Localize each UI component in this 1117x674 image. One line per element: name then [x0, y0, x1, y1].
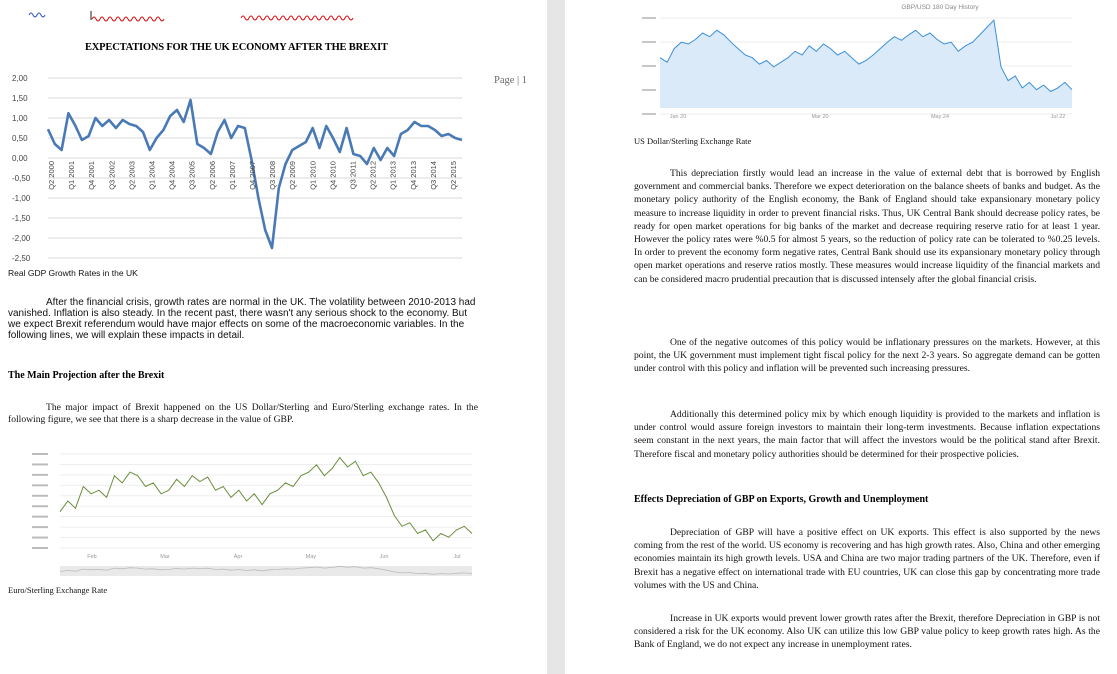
eur-x-tick-label: Mar [160, 554, 170, 560]
document-page-left [0, 0, 547, 674]
eur-y-tick-mark [32, 547, 48, 549]
gdp-y-tick-label: -1,00 [12, 194, 31, 203]
eur-series-line [60, 458, 472, 541]
eur-y-tick-mark [32, 495, 48, 497]
gdp-x-tick-label: Q2 2012 [368, 161, 378, 190]
gdp-y-tick-label: -0,50 [12, 174, 31, 183]
gdp-y-tick-label: -2,50 [12, 254, 31, 263]
eur-y-tick-mark [32, 537, 48, 539]
usd-x-tick-label: Jan 20 [669, 114, 687, 120]
gdp-growth-chart [0, 68, 480, 268]
gdp-x-tick-label: Q3 2011 [348, 161, 358, 190]
eur-x-tick-label: Jun [379, 554, 389, 560]
gdp-x-tick-label: Q4 2001 [87, 161, 97, 190]
section-heading-effects: Effects Depreciation of GBP on Exports, Growth and Unemployment [634, 494, 929, 505]
gdp-y-tick-label: 0,50 [12, 134, 28, 143]
eur-y-tick-mark [32, 505, 48, 507]
gdp-x-tick-label: Q4 2010 [328, 161, 338, 190]
gdp-x-tick-label: Q3 2008 [268, 161, 278, 190]
usd-y-tick-mark [642, 89, 656, 91]
exports-paragraph: Depreciation of GBP will have a positive effect on UK exports. This effect is also supported by the news coming from the rest of the world. US economy is recovering and has high growth rates. Also, China and other emerging economies maintain its high growth levels. USA and China are two major trading partners of the UK. Therefore, even if Brexit has a negative effect on international trade with EU countries, UK can close this gap by concentrating more trade volumes with the US and China. [634, 527, 1100, 591]
usd-y-tick-mark [642, 17, 656, 19]
spellcheck-squiggle [240, 12, 360, 22]
gdp-x-tick-label: Q1 2010 [308, 161, 318, 190]
eur-chart-container [30, 448, 475, 578]
gdp-x-tick-label: Q2 2009 [288, 161, 298, 190]
eur-y-tick-mark [32, 453, 48, 455]
usd-y-tick-mark [642, 113, 656, 115]
growth-paragraph: Increase in UK exports would prevent lower growth rates after the Brexit, therefore Depreciation in GBP is not considered a risk for the UK economy. Also UK can utilize this low GBP value policy to keep growth rates high. As the Bank of England, we do not expect any increase in unemployment rates. [634, 613, 1100, 651]
page-number: Page | 1 [494, 75, 528, 86]
gdp-x-tick-label: Q3 2005 [187, 161, 197, 190]
gdp-x-tick-label: Q1 2013 [388, 161, 398, 190]
eur-y-tick-mark [32, 463, 48, 465]
gdp-x-tick-label: Q2 2000 [47, 161, 56, 190]
eur-chart-caption: Euro/Sterling Exchange Rate [8, 585, 108, 595]
usd-x-tick-label: Mar 20 [811, 114, 829, 120]
eur-navigator-strip[interactable] [60, 566, 472, 576]
eur-y-tick-mark [32, 516, 48, 518]
gdp-y-tick-label: 0,00 [12, 154, 28, 163]
gdp-x-tick-label: Q1 2004 [147, 161, 157, 190]
spellcheck-squiggle [28, 10, 48, 18]
spellcheck-squiggle [90, 10, 170, 22]
gdp-y-tick-label: -1,50 [12, 214, 31, 223]
usd-x-tick-label: Jul 22 [1050, 114, 1066, 120]
gdp-x-tick-label: Q4 2007 [248, 161, 257, 190]
depreciation-paragraph: This depreciation firstly would lead an increase in the value of external debt that is borrowed by English government and commercial banks. Therefore we expect deterioration on the balance sheets of banks and budget. As the monetary policy authority of the English economy, the Bank of England should take expansionary monetary policy measure to increase liquidity in order to prevent financial risks. Thus, UK Central Bank should decrease policy rates, be ready for open market operations for big banks of the market and decrease requiring reserve ratio for at least 1 year. However the policy rates were %0.5 for almost 5 years, so the reduction of policy rate can be tolerated to %0.25 levels. In order to prevent the economy form negative rates, Central Bank should use its expansionary monetary policy through open market operations and reserve ratios mostly. These measures would increase liquidity of the financial markets and can be considered macro prudential precaution that is discussed intensely after the global financial crisis. [634, 168, 1100, 285]
eur-y-tick-mark [32, 526, 48, 528]
gdp-y-tick-label: 1,00 [12, 114, 28, 123]
document-title: EXPECTATIONS FOR THE UK ECONOMY AFTER THE BREXIT [85, 42, 388, 53]
gdp-x-tick-label: Q1 2007 [227, 161, 237, 190]
eur-x-tick-label: May [305, 554, 317, 560]
eur-x-tick-label: Apr [233, 554, 243, 560]
document-page-right [565, 0, 1117, 674]
gdp-x-tick-label: Q3 2002 [107, 161, 117, 190]
section-heading-main-projection: The Main Projection after the Brexit [8, 370, 165, 381]
usd-y-tick-mark [642, 41, 656, 43]
usd-sterling-chart [640, 0, 1080, 125]
gdp-x-tick-label: Q3 2014 [428, 161, 438, 190]
gdp-y-tick-label: -2,00 [12, 234, 31, 243]
inflation-paragraph: One of the negative outcomes of this policy would be inflationary pressures on the markets. However, at this point, the UK government must implement tight fiscal policy for the next 2-3 years. So aggregate demand can be gotten under control with this policy and inflation will be prevented such increasing pressures. [634, 337, 1100, 375]
gdp-y-tick-label: 1,50 [12, 94, 28, 103]
usd-x-tick-label: May 24 [930, 114, 950, 120]
eur-y-tick-mark [32, 484, 48, 486]
intro-paragraph: After the financial crisis, growth rates are normal in the UK. The volatility between 2010-2013 had vanished. Inflation is also steady. In the recent past, there wasn't any serious shock to the economy. But we expect Brexit referendum would have major effects on some of the macroeconomic variables. In the following lines, we will explain these impacts in detail. [8, 297, 476, 341]
gdp-x-tick-label: Q4 2013 [408, 161, 418, 190]
usd-chart-title: GBP/USD 180 Day History [901, 4, 979, 11]
gdp-x-tick-label: Q2 2015 [449, 161, 458, 190]
usd-y-tick-mark [642, 65, 656, 67]
gdp-chart-caption: Real GDP Growth Rates in the UK [8, 268, 138, 278]
policy-mix-paragraph: Additionally this determined policy mix by which enough liquidity is provided to the markets and inflation is under control would assure foreign investors to maintain their long-term investments. Because inflation expectations seem constant in the next years, the main factor that will affect the investors would be the political stand after Brexit. Therefore fiscal and monetary policy authorities should be determined for their prospective policies. [634, 409, 1100, 460]
eur-x-tick-label: Feb [87, 554, 97, 560]
usd-chart-caption: US Dollar/Sterling Exchange Rate [634, 136, 752, 146]
gdp-x-tick-label: Q4 2004 [167, 161, 177, 190]
eur-x-tick-label: Jul [453, 554, 461, 560]
gdp-x-tick-label: Q2 2006 [207, 161, 217, 190]
euro-sterling-chart [30, 448, 475, 578]
usd-chart-container [640, 0, 1080, 125]
brexit-impact-paragraph: The major impact of Brexit happened on the US Dollar/Sterling and Euro/Sterling exchange rates. In the following figure, we see that there is a sharp decrease in the value of GBP. [8, 402, 478, 425]
eur-y-tick-mark [32, 474, 48, 476]
gdp-x-tick-label: Q2 2003 [127, 161, 137, 190]
gdp-y-tick-label: 2,00 [12, 74, 28, 83]
gdp-x-tick-label: Q1 2001 [67, 161, 77, 190]
